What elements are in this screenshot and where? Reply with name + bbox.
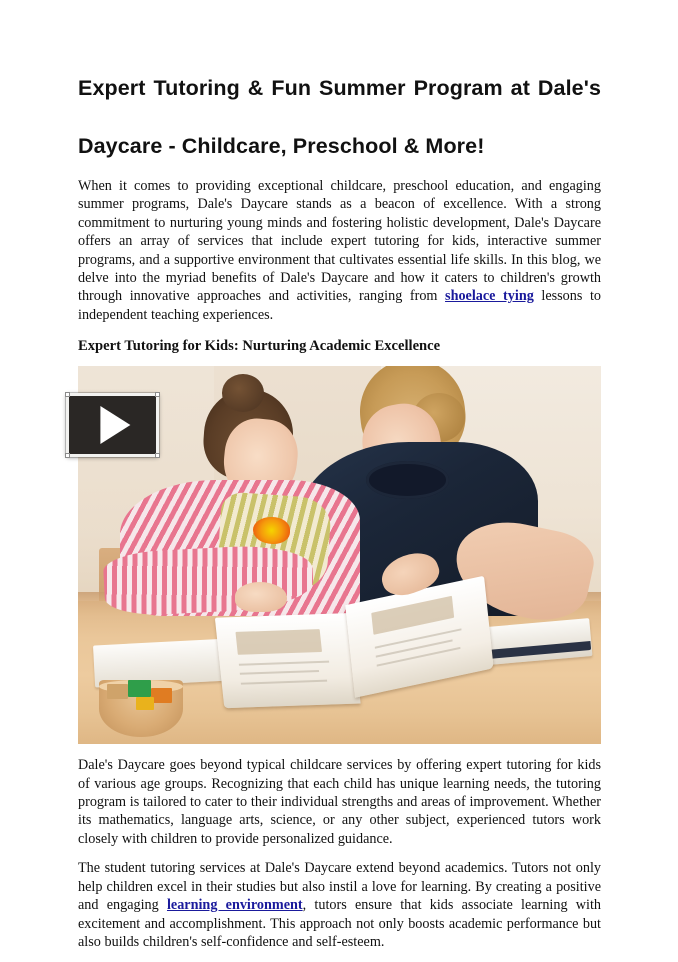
learning-environment-link[interactable]: learning environment [166, 897, 303, 914]
photo-book-left-page [215, 612, 361, 707]
student-services-text-after-link: , tutors ensure that kids associate learning with excitement and accomplishment. This approach not only boosts academic performance but also builds children's self-confidence and self-esteem. [78, 897, 602, 950]
intro-paragraph-text-after-link: lessons to independent teaching experiences. [78, 288, 601, 323]
selection-handle-bottom-left[interactable] [65, 453, 70, 458]
photo-book-line-5 [376, 639, 453, 657]
intro-paragraph [78, 177, 601, 324]
photo-block-3 [151, 688, 172, 703]
tutoring-paragraph: Dale's Daycare goes beyond typical childcare services by offering expert tutoring for kids of various age groups. Recognizing that each child has unique learning needs, the tutoring program is tailored to cater to their individual strengths and areas of improvement. Whether its mathematics, language arts, science, or any other subject, experienced tutors work closely with children to provide personalized guidance. [78, 757, 601, 847]
photo-book-line-2 [240, 670, 319, 675]
selection-handle-bottom-right[interactable] [155, 453, 160, 458]
photo-tutor-collar [366, 461, 450, 499]
selection-handle-top-right[interactable] [155, 392, 160, 397]
photo-book-image-1 [236, 628, 323, 654]
article-figure [78, 366, 601, 744]
page-title [78, 74, 601, 161]
photo-child-bun [222, 374, 264, 412]
video-play-button[interactable] [66, 393, 159, 457]
section-subheading: Expert Tutoring for Kids: Nurturing Academic Excellence [78, 338, 441, 355]
document-content [78, 74, 601, 962]
photo-book-image-2 [371, 596, 454, 635]
play-icon [100, 406, 130, 444]
selection-handle-top-left[interactable] [65, 392, 70, 397]
photo-book-line-6 [377, 647, 461, 667]
photo-child-flower [253, 517, 290, 543]
photo-book-line-1 [239, 660, 329, 665]
photo-child-hand [235, 582, 287, 612]
photo-block-1 [107, 684, 128, 699]
page-title-line-2: Daycare - Childcare, Preschool & More! [78, 134, 485, 158]
shoelace-tying-link[interactable]: shoelace tying [445, 288, 534, 305]
photo-block-2 [128, 680, 152, 697]
intro-paragraph-text-before-link: When it comes to providing exceptional childcare, preschool education, and engaging summer programs, Dale's Daycare stands as a beacon of excellence. With a strong commitment to nurturing young minds and fostering holistic development, Dale's Daycare offers an array of services that include expert tutoring for kids, interactive summer programs, and a supportive environment that cultivates essential life skills. In this blog, we delve into the myriad benefits of Dale's Daycare and how it caters to children's growth through innovative approaches and activities, ranging from [78, 178, 601, 305]
photo-block-4 [136, 697, 154, 710]
student-services-text-before-link: The student tutoring services at Dale's Daycare extend beyond academics. Tutors not only help children excel in their studies but also instil a love for learning. By creating a positive and engaging [78, 860, 601, 914]
page-title-line-1: Expert Tutoring & Fun Summer Program at Dale's [78, 76, 601, 100]
photo-book-line-3 [241, 679, 327, 684]
student-services-paragraph [78, 859, 601, 951]
